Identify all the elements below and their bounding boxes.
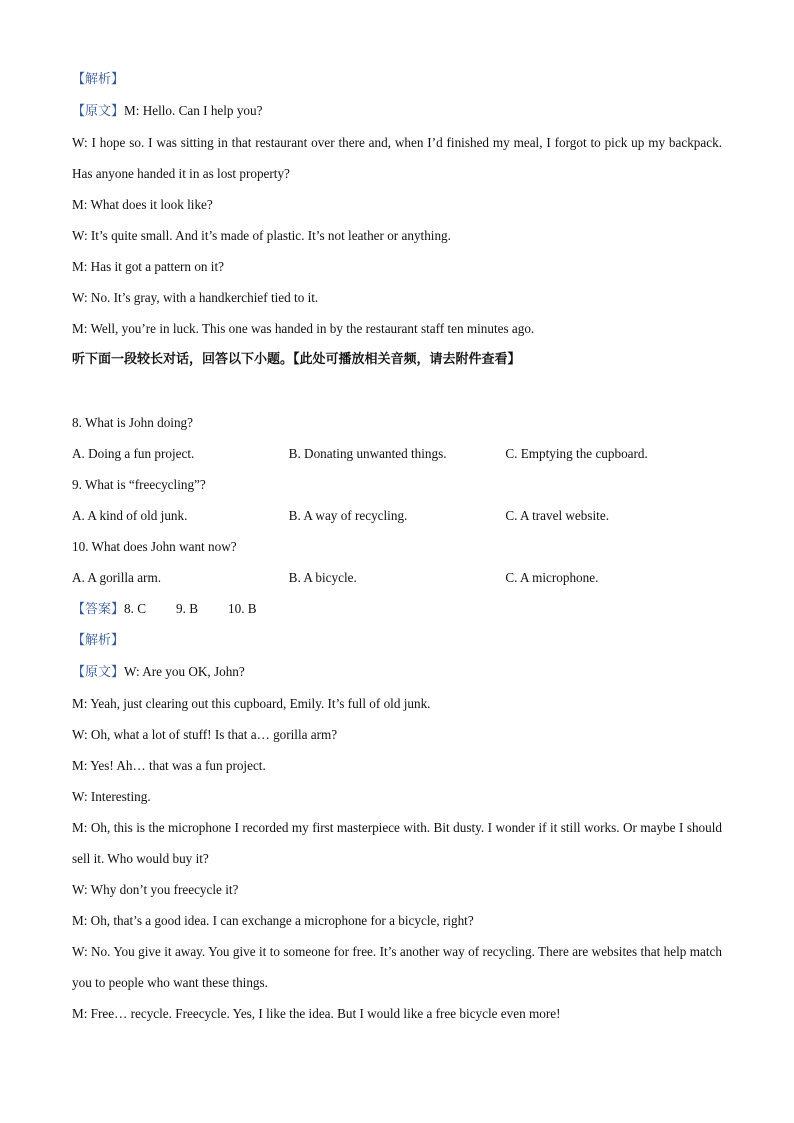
dialogue-line: M: Hello. Can I help you? bbox=[124, 103, 263, 118]
dialogue-line: W: No. It’s gray, with a handkerchief tied to it. bbox=[72, 290, 319, 305]
question-8: 8. What is John doing? bbox=[72, 415, 193, 430]
answer-item: 8. C bbox=[124, 601, 146, 616]
dialogue-line: W: I hope so. I was sitting in that restaurant over there and, when I’d finished my meal, I forgot to pick up my backpack. Has anyone handed it in as lost property? bbox=[72, 135, 722, 181]
dialogue-line: W: No. You give it away. You give it to someone for free. It’s another way of recycling. There are websites that help match you to people who want these things. bbox=[72, 944, 722, 990]
option-b: B. Donating unwanted things. bbox=[288, 446, 447, 461]
question-8-options bbox=[72, 438, 722, 469]
dialogue-line: W: Are you OK, John? bbox=[124, 664, 245, 679]
listening-instruction: 听下面一段较长对话，回答以下小题。【此处可播放相关音频，请去附件查看】 bbox=[72, 352, 521, 367]
answer-item: 10. B bbox=[228, 601, 257, 616]
dialogue-line: M: Well, you’re in luck. This one was handed in by the restaurant staff ten minutes ago. bbox=[72, 321, 535, 336]
question-10-options bbox=[72, 562, 722, 593]
transcript-first-line bbox=[72, 656, 722, 688]
spacer bbox=[72, 375, 722, 407]
document-page bbox=[72, 64, 722, 1029]
dialogue-line: M: Has it got a pattern on it? bbox=[72, 259, 224, 274]
analysis-label: 【解析】 bbox=[72, 72, 125, 87]
answer-label: 【答案】 bbox=[72, 602, 125, 617]
original-text-label: 【原文】 bbox=[72, 104, 125, 119]
dialogue-line: M: Yeah, just clearing out this cupboard, Emily. It’s full of old junk. bbox=[72, 696, 431, 711]
answer-item: 9. B bbox=[176, 601, 198, 616]
question-10: 10. What does John want now? bbox=[72, 539, 237, 554]
question-9-options bbox=[72, 500, 722, 531]
transcript-first-line bbox=[72, 95, 722, 127]
dialogue-line: W: It’s quite small. And it’s made of plastic. It’s not leather or anything. bbox=[72, 228, 451, 243]
option-b: B. A bicycle. bbox=[288, 570, 357, 585]
dialogue-line: W: Oh, what a lot of stuff! Is that a… gorilla arm? bbox=[72, 727, 338, 742]
dialogue-line: M: Oh, this is the microphone I recorded my first masterpiece with. Bit dusty. I wonder if it still works. Or maybe I should sell it. Who would buy it? bbox=[72, 820, 722, 866]
dialogue-line: M: Yes! Ah… that was a fun project. bbox=[72, 758, 266, 773]
original-text-label: 【原文】 bbox=[72, 665, 125, 680]
question-9: 9. What is “freecycling”? bbox=[72, 477, 206, 492]
dialogue-line: M: Free… recycle. Freecycle. Yes, I like the idea. But I would like a free bicycle even more! bbox=[72, 1006, 561, 1021]
option-a: A. Doing a fun project. bbox=[72, 446, 195, 461]
dialogue-line: W: Interesting. bbox=[72, 789, 151, 804]
option-c: C. A microphone. bbox=[505, 570, 599, 585]
dialogue-line: W: Why don’t you freecycle it? bbox=[72, 882, 239, 897]
option-a: A. A kind of old junk. bbox=[72, 508, 188, 523]
option-a: A. A gorilla arm. bbox=[72, 570, 162, 585]
option-b: B. A way of recycling. bbox=[288, 508, 408, 523]
dialogue-line: M: Oh, that’s a good idea. I can exchange a microphone for a bicycle, right? bbox=[72, 913, 474, 928]
analysis-label: 【解析】 bbox=[72, 633, 125, 648]
option-c: C. Emptying the cupboard. bbox=[505, 446, 648, 461]
option-c: C. A travel website. bbox=[505, 508, 609, 523]
dialogue-line: M: What does it look like? bbox=[72, 197, 213, 212]
answer-key bbox=[72, 593, 722, 625]
